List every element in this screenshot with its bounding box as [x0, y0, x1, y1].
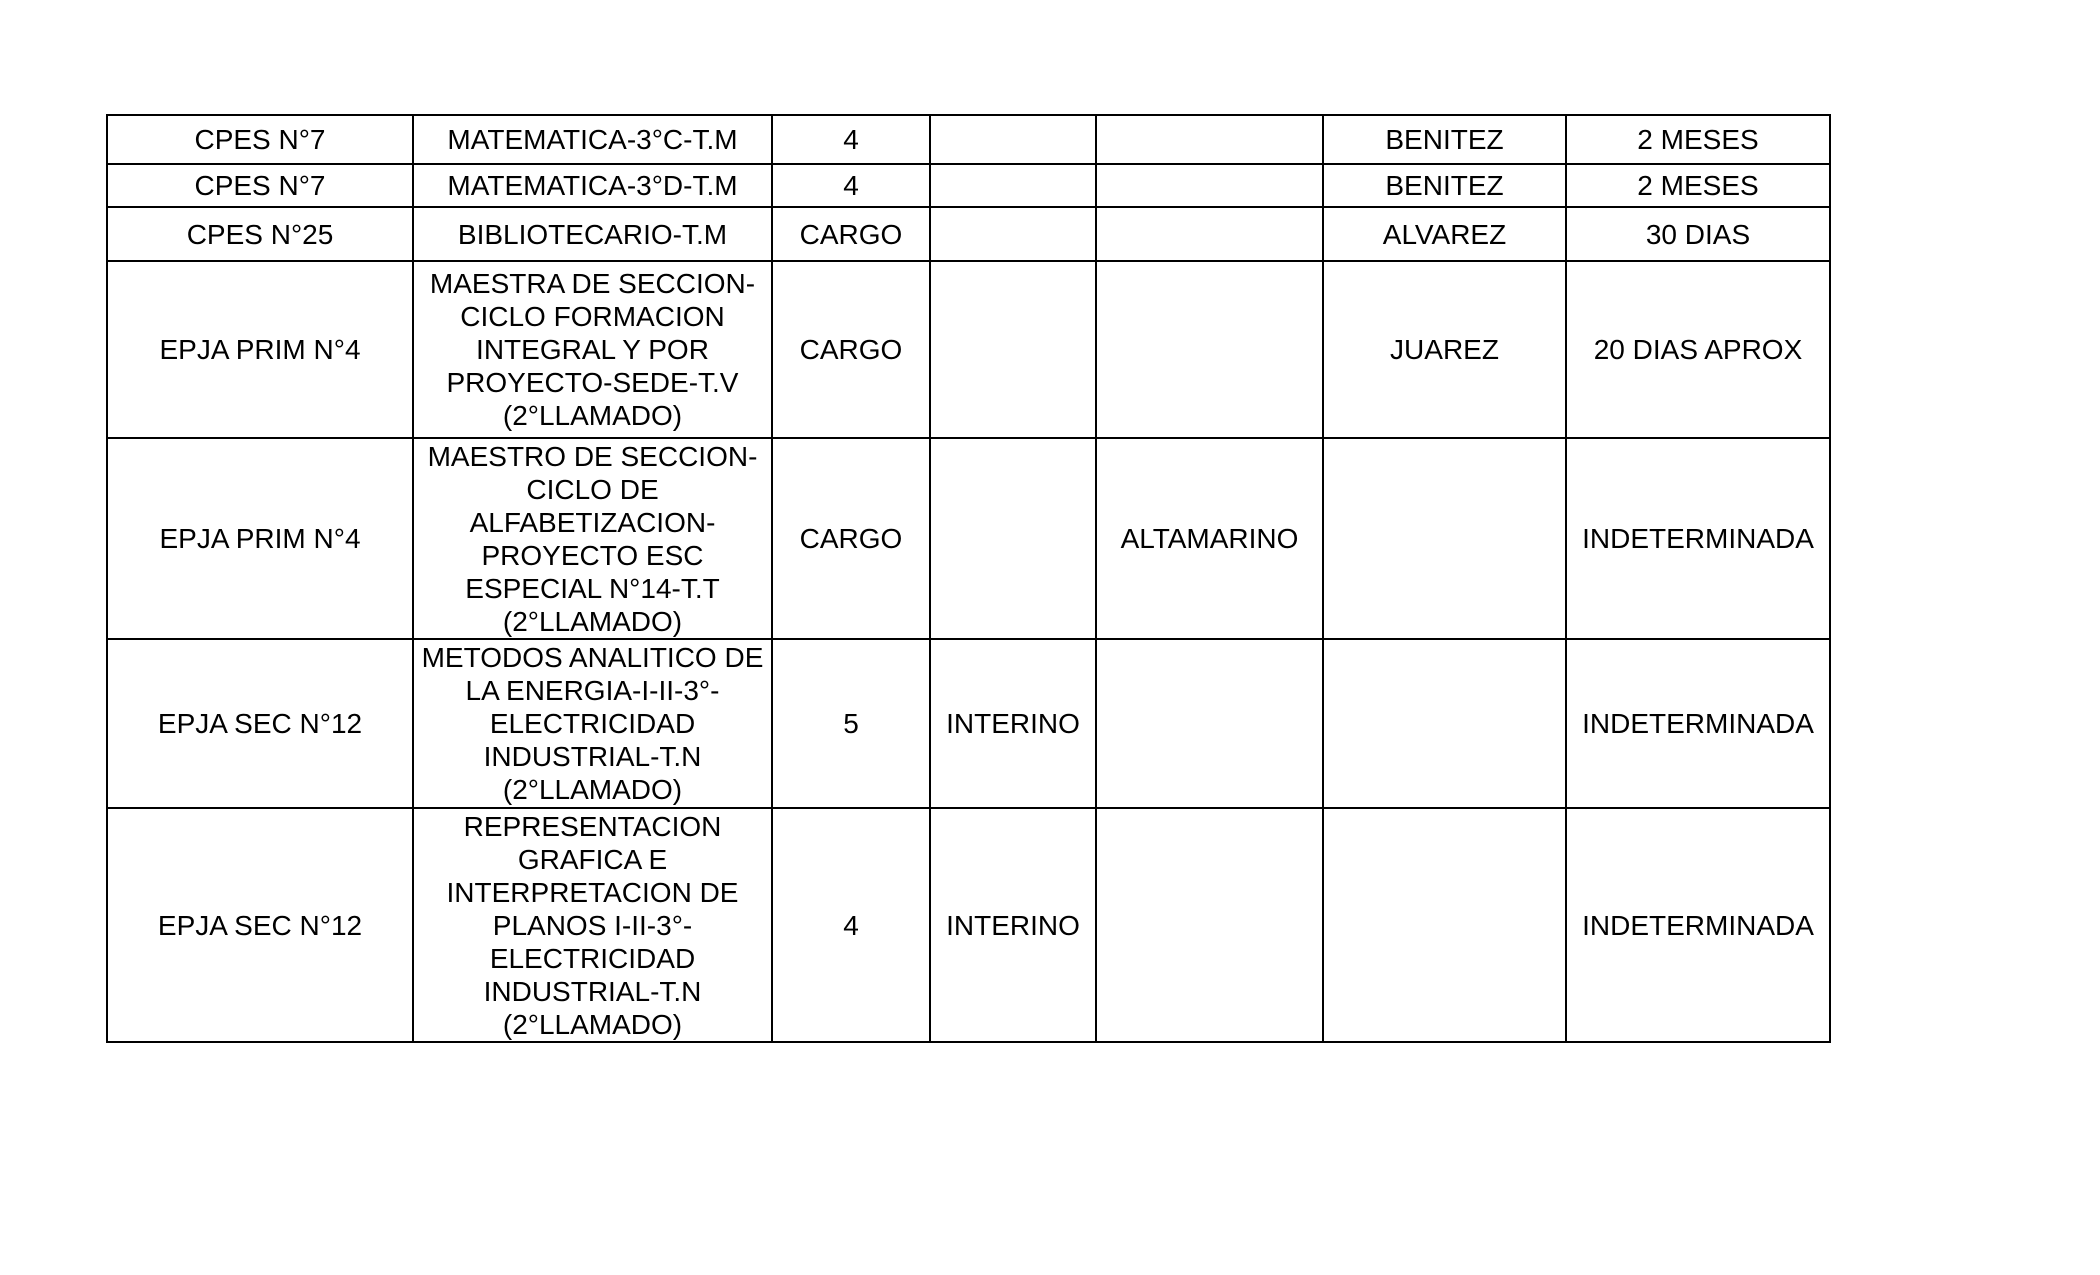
school-cell: EPJA SEC N°12 [107, 639, 413, 808]
hours-cell: 4 [772, 115, 930, 164]
duration-cell: INDETERMINADA [1566, 438, 1830, 639]
hours-cell: CARGO [772, 438, 930, 639]
substitute-cell: BENITEZ [1323, 115, 1566, 164]
subject-cell: MATEMATICA-3°D-T.M [413, 164, 772, 207]
hours-cell: 5 [772, 639, 930, 808]
subject-cell: MAESTRO DE SECCION- CICLO DE ALFABETIZACION- PROYECTO ESC ESPECIAL N°14-T.T (2°LLAMADO) [413, 438, 772, 639]
table-row [107, 438, 1830, 639]
subject-cell: MATEMATICA-3°C-T.M [413, 115, 772, 164]
situation-cell [930, 164, 1096, 207]
substitute-cell: JUAREZ [1323, 261, 1566, 438]
titular-cell [1096, 261, 1323, 438]
titular-cell [1096, 115, 1323, 164]
titular-cell: ALTAMARINO [1096, 438, 1323, 639]
vacancies-table [106, 114, 1831, 1043]
titular-cell [1096, 639, 1323, 808]
duration-cell: INDETERMINADA [1566, 639, 1830, 808]
duration-cell: 20 DIAS APROX [1566, 261, 1830, 438]
subject-cell: REPRESENTACION GRAFICA E INTERPRETACION DE PLANOS I-II-3°- ELECTRICIDAD INDUSTRIAL-T.N (2°LLAMADO) [413, 808, 772, 1042]
subject-cell: MAESTRA DE SECCION- CICLO FORMACION INTEGRAL Y POR PROYECTO-SEDE-T.V (2°LLAMADO) [413, 261, 772, 438]
situation-cell [930, 207, 1096, 261]
situation-cell: INTERINO [930, 808, 1096, 1042]
table-row [107, 164, 1830, 207]
hours-cell: 4 [772, 164, 930, 207]
subject-cell: BIBLIOTECARIO-T.M [413, 207, 772, 261]
titular-cell [1096, 207, 1323, 261]
school-cell: CPES N°7 [107, 115, 413, 164]
document-sheet [106, 114, 1831, 1043]
table-row [107, 115, 1830, 164]
substitute-cell [1323, 808, 1566, 1042]
school-cell: EPJA SEC N°12 [107, 808, 413, 1042]
school-cell: CPES N°25 [107, 207, 413, 261]
situation-cell [930, 261, 1096, 438]
situation-cell: INTERINO [930, 639, 1096, 808]
titular-cell [1096, 808, 1323, 1042]
table-row [107, 261, 1830, 438]
hours-cell: CARGO [772, 207, 930, 261]
substitute-cell [1323, 438, 1566, 639]
duration-cell: 2 MESES [1566, 115, 1830, 164]
hours-cell: CARGO [772, 261, 930, 438]
substitute-cell [1323, 639, 1566, 808]
hours-cell: 4 [772, 808, 930, 1042]
situation-cell [930, 438, 1096, 639]
duration-cell: 2 MESES [1566, 164, 1830, 207]
table-row [107, 207, 1830, 261]
titular-cell [1096, 164, 1323, 207]
school-cell: EPJA PRIM N°4 [107, 438, 413, 639]
table-row [107, 639, 1830, 808]
school-cell: CPES N°7 [107, 164, 413, 207]
table-row [107, 808, 1830, 1042]
school-cell: EPJA PRIM N°4 [107, 261, 413, 438]
situation-cell [930, 115, 1096, 164]
substitute-cell: ALVAREZ [1323, 207, 1566, 261]
duration-cell: 30 DIAS [1566, 207, 1830, 261]
subject-cell: METODOS ANALITICO DE LA ENERGIA-I-II-3°- ELECTRICIDAD INDUSTRIAL-T.N (2°LLAMADO) [413, 639, 772, 808]
substitute-cell: BENITEZ [1323, 164, 1566, 207]
duration-cell: INDETERMINADA [1566, 808, 1830, 1042]
